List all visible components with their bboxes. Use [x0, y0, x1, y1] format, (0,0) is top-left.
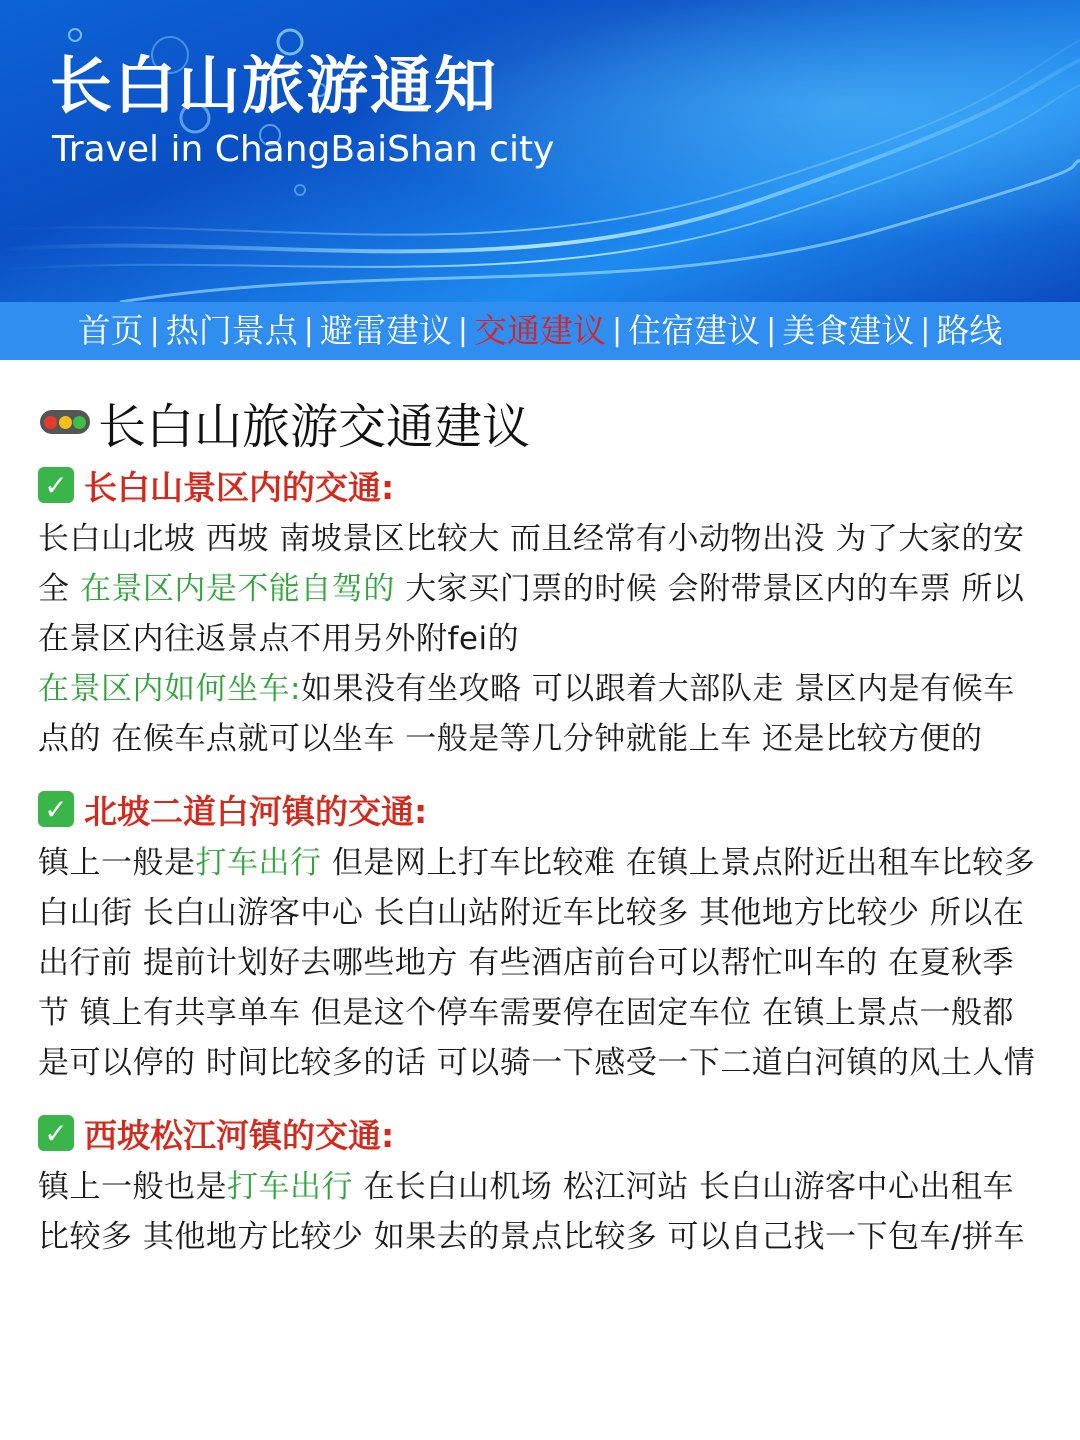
section-paragraph	[38, 1162, 1042, 1262]
page-title	[38, 388, 1042, 456]
nav-item-routes[interactable]: 路线	[936, 311, 1003, 350]
nav-item-home[interactable]: 首页	[77, 311, 144, 350]
check-mark-icon: ✓	[38, 1115, 74, 1151]
section-heading	[38, 786, 1042, 832]
nav-separator: |	[149, 313, 160, 348]
section-heading-text: 北坡二道白河镇的交通:	[84, 791, 428, 831]
section-heading-text: 长白山景区内的交通:	[84, 467, 395, 507]
nav-item-hot-spots[interactable]: 热门景点	[165, 311, 298, 350]
banner-subtitle: Travel in ChangBaiShan city	[52, 129, 555, 170]
section-heading	[38, 1110, 1042, 1156]
paragraph-text: 如果没有坐攻略 可以跟着大部队走 景区内是有候车点的 在候车点就可以坐车 一般是等几分钟就能上车 还是比较方便的	[38, 671, 1015, 757]
nav-separator: |	[612, 313, 623, 348]
check-mark-icon: ✓	[38, 467, 74, 503]
nav-separator: |	[457, 313, 468, 348]
highlight-text: 在景区内如何坐车:	[38, 671, 301, 707]
paragraph-text: 大家买门票的时候 会附带景区内的车票 所以在景区内往返景点不用另外附fei的	[38, 571, 1025, 657]
traffic-light-icon	[40, 410, 90, 434]
paragraph-text: 镇上一般也是	[38, 1169, 227, 1205]
nav-item-lodging[interactable]: 住宿建议	[628, 311, 761, 350]
page-title-text: 长白山旅游交通建议	[98, 398, 531, 455]
article-content	[38, 388, 1042, 1262]
top-nav	[0, 302, 1080, 360]
section-paragraph	[38, 514, 1042, 664]
nav-item-pitfalls[interactable]: 避雷建议	[319, 311, 452, 350]
paragraph-text: 在长白山机场 松江河站 长白山游客中心出租车比较多 其他地方比较少 如果去的景点比较多 可以自己找一下包车/拼车	[38, 1169, 1026, 1255]
highlight-text: 打车出行	[227, 1169, 353, 1205]
section-west-slope	[38, 1110, 1042, 1262]
section-heading-text: 西坡松江河镇的交通:	[84, 1115, 395, 1155]
section-paragraph	[38, 838, 1042, 1088]
nav-separator: |	[766, 313, 777, 348]
nav-item-food[interactable]: 美食建议	[782, 311, 915, 350]
paragraph-text: 但是网上打车比较难 在镇上景点附近出租车比较多 白山街 长白山游客中心 长白山站附近车比较多 其他地方比较少 所以在出行前 提前计划好去哪些地方 有些酒店前台可以帮忙叫车的 在夏秋季节 镇上有共享单车 但是这个停车需要停在固定车位 在镇上景点一般都是可以停的 时间比较多的话 可以骑一下感受一下二道白河镇的风土人情	[38, 845, 1036, 1081]
check-mark-icon: ✓	[38, 791, 74, 827]
section-scenic-area	[38, 462, 1042, 764]
section-paragraph	[38, 664, 1042, 764]
nav-separator: |	[303, 313, 314, 348]
banner-title: 长白山旅游通知	[50, 49, 499, 122]
highlight-text: 打车出行	[195, 845, 322, 881]
header-banner	[0, 0, 1080, 302]
nav-item-transport[interactable]: 交通建议	[474, 311, 606, 350]
section-heading	[38, 462, 1042, 508]
nav-separator: |	[920, 313, 931, 348]
paragraph-text: 长白山北坡 西坡 南坡景区比较大 而且经常有小动物出没 为了大家的安全	[38, 521, 1025, 607]
section-north-slope	[38, 786, 1042, 1088]
highlight-text: 在景区内是不能自驾的	[79, 571, 395, 607]
paragraph-text: 镇上一般是	[38, 845, 196, 881]
